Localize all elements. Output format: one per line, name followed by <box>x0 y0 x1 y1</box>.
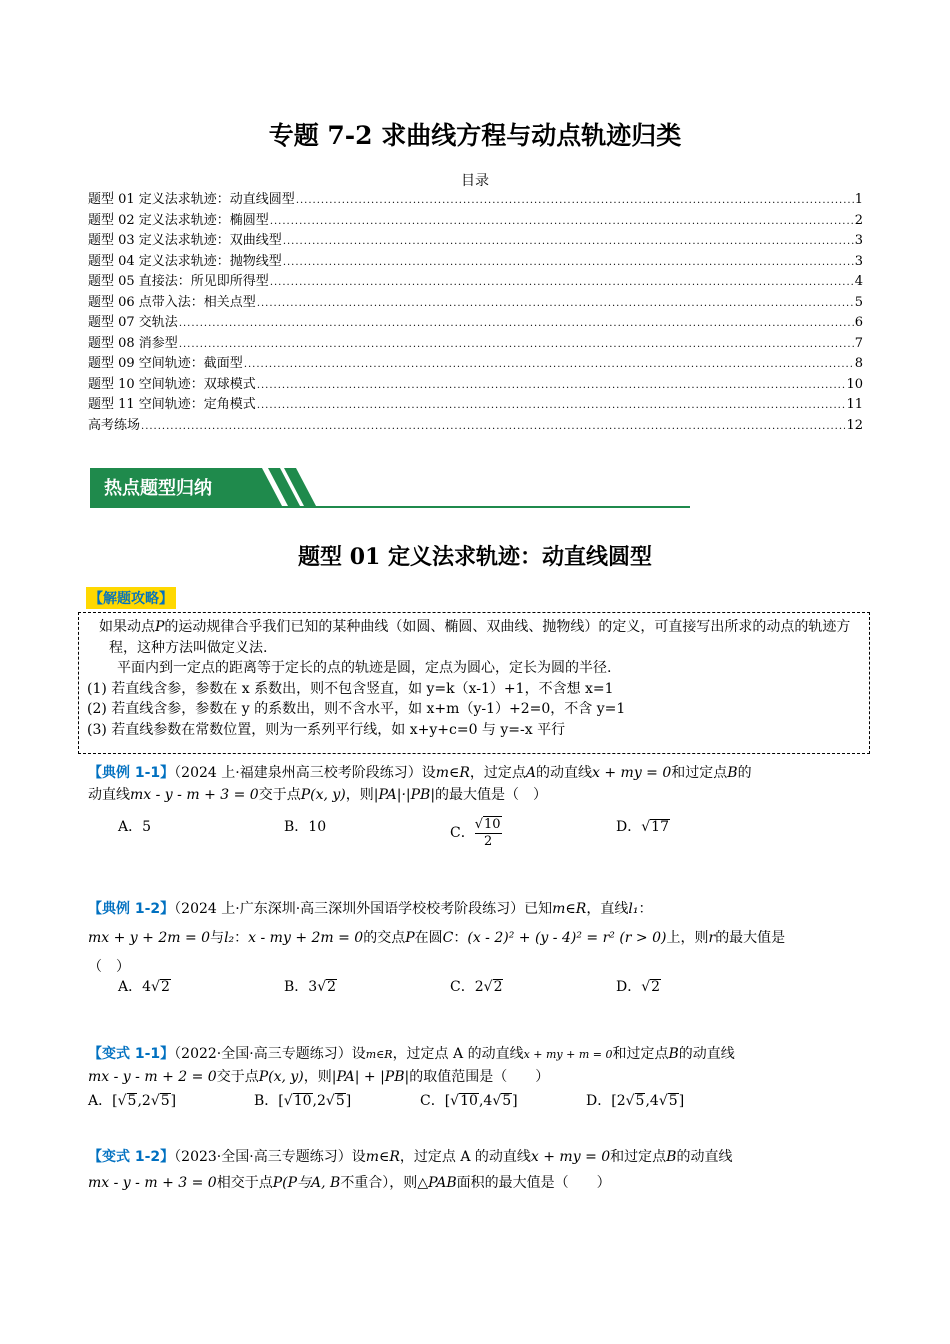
question-source: （2024 上·福建泉州高三校考阶段练习）设 <box>174 765 436 781</box>
question-2 <box>88 895 868 998</box>
option-radicand: 10 <box>293 1093 312 1109</box>
math-expr: P(x, y) <box>258 1069 304 1085</box>
option-a[interactable]: A．[√5,2√5] <box>88 1093 177 1109</box>
strategy-text: 的运动规律合乎我们已知的某种曲线（如圆、椭圆、双曲线、抛物线）的定义，可直接写出所求的动点的轨迹方程，这种方法叫做定义法. <box>109 619 851 656</box>
option-b[interactable] <box>284 816 450 850</box>
toc-entry-label: 高考练场 <box>88 417 141 433</box>
option-coefficient: 2 <box>141 1093 151 1109</box>
toc-heading: 目录 <box>461 173 489 189</box>
option-key: C． <box>450 825 475 841</box>
toc-entry-page: 12 <box>846 417 863 433</box>
question-text: 的取值范围是（ ） <box>409 1069 550 1085</box>
math-expr: C <box>442 930 454 946</box>
option-c[interactable]: C．[√10,4√5] <box>420 1093 518 1109</box>
document-title: 专题 7-2 求曲线方程与动点轨迹归类 <box>268 121 682 150</box>
option-value: 10 <box>308 819 327 835</box>
toc-entry-label: 题型 08 消参型 <box>88 335 178 351</box>
toc-entry[interactable] <box>88 252 863 273</box>
strategy-rule-2: (2) 若直线含参，参数在 y 的系数出，则不含水平，如 x+m（y-1）+2=0，不含 y=1 <box>87 701 626 717</box>
strategy-paragraph-1 <box>87 617 861 658</box>
strategy-rule-1: (1) 若直线含参，参数在 x 系数出，则不包含竖直，如 y=k（x-1）+1，不含想 x=1 <box>87 680 614 697</box>
option-key: D． <box>616 819 642 835</box>
option-radicand: 5 <box>668 1093 678 1109</box>
option-radicand: 10 <box>460 1093 478 1109</box>
math-expr: B <box>668 1046 679 1062</box>
question-text: 的动直线 <box>536 765 593 781</box>
option-key: A． <box>118 819 143 835</box>
math-expr: mx - y - m + 2 = 0 <box>88 1069 217 1085</box>
option-coefficient: 4 <box>142 979 152 995</box>
option-a[interactable]: A．4√2 <box>118 979 170 995</box>
option-radicand: 5 <box>160 1093 170 1109</box>
option-radicand: 2 <box>160 979 170 995</box>
toc-entry-label: 题型 06 点带入法：相关点型 <box>88 294 256 310</box>
option-b[interactable]: B．[√10,2√5] <box>254 1093 352 1109</box>
question-4 <box>88 1144 868 1196</box>
option-d[interactable]: D．√17 <box>616 819 669 835</box>
toc-entry-label: 题型 09 空间轨迹：截面型 <box>88 356 243 371</box>
question-text: 不重合），则 <box>340 1175 418 1191</box>
option-key: D． <box>616 979 642 995</box>
toc-entry[interactable] <box>88 334 863 355</box>
math-expr: r <box>708 930 716 946</box>
banner-text: 热点题型归纳 <box>104 478 212 499</box>
math-expr: P(x, y) <box>300 787 346 803</box>
section-title: 题型 01 定义法求轨迹：动直线圆型 <box>298 544 652 570</box>
toc-leader <box>257 376 846 396</box>
question-text: 动直线 <box>88 787 130 803</box>
option-c[interactable] <box>450 816 616 850</box>
option-key: C． <box>420 1093 445 1109</box>
math-expr: B <box>727 765 738 781</box>
option-a[interactable] <box>118 816 284 850</box>
toc-entry[interactable] <box>88 395 863 416</box>
toc-entry[interactable] <box>88 293 863 314</box>
toc-entry-label: 题型 05 直接法：所见即所得型 <box>88 274 269 289</box>
toc-leader <box>179 314 854 334</box>
toc-entry[interactable] <box>88 354 863 375</box>
question-tag: 【典例 1-1】 <box>88 765 175 781</box>
toc-entry[interactable] <box>88 190 863 211</box>
question-text: 的动直线 <box>676 1149 733 1165</box>
math-expr: A <box>525 765 537 781</box>
option-key: A． <box>88 1093 113 1109</box>
option-radicand: 5 <box>502 1093 512 1109</box>
toc-entry-page: 8 <box>854 356 863 371</box>
question-text: ： <box>638 901 653 917</box>
toc-leader <box>257 294 854 314</box>
option-key: C． <box>450 979 475 995</box>
toc-leader <box>179 335 854 355</box>
option-key: D． <box>586 1093 612 1109</box>
option-key: B． <box>284 979 309 995</box>
math-expr: x + my + m = 0 <box>523 1048 613 1061</box>
toc-entry-label: 题型 11 空间轨迹：定角模式 <box>88 397 256 412</box>
math-expr: x - my + 2m = 0 <box>248 930 364 946</box>
option-c[interactable]: C．2√2 <box>450 979 503 995</box>
math-expr: B <box>666 1149 677 1165</box>
toc-entry-page: 6 <box>854 315 863 330</box>
strategy-box <box>78 612 870 754</box>
option-d[interactable]: D．[2√5,4√5] <box>586 1093 685 1109</box>
toc-entry-page: 3 <box>854 233 863 248</box>
math-expr: l₂ <box>224 930 235 946</box>
toc-entry-page: 2 <box>854 212 863 228</box>
math-expr: mx - y - m + 3 = 0 <box>88 1175 217 1191</box>
option-coefficient: 2 <box>616 1093 626 1109</box>
toc-leader <box>141 417 845 437</box>
toc-entry-page: 3 <box>854 253 863 269</box>
option-radicand: 10 <box>484 817 501 832</box>
toc-entry[interactable] <box>88 272 863 293</box>
option-radicand: 2 <box>651 979 661 995</box>
question-text: 和过定点 <box>610 1149 667 1165</box>
option-radicand: 5 <box>635 1093 645 1109</box>
toc-entry[interactable] <box>88 313 863 334</box>
question-text: 面积的最大值是（ ） <box>456 1175 611 1191</box>
question-1-stem <box>88 762 868 806</box>
math-expr: P <box>405 930 415 946</box>
toc-leader <box>257 396 846 416</box>
option-value: 5 <box>142 819 152 835</box>
math-expr: l₁ <box>628 901 639 917</box>
question-text: ，则 <box>345 787 374 803</box>
question-text: 相交于点 <box>216 1175 273 1191</box>
question-text: 交于点 <box>258 787 301 803</box>
toc-entry-label: 题型 03 定义法求轨迹：双曲线型 <box>88 233 282 248</box>
option-d[interactable]: D．√2 <box>616 979 661 995</box>
strategy-rule-3: (3) 若直线参数在常数位置，则为一系列平行线，如 x+y+c=0 与 y=-x 平行 <box>87 721 566 738</box>
strategy-text: 如果动点 <box>99 619 155 635</box>
toc-leader <box>270 273 854 293</box>
option-radicand: 5 <box>127 1093 137 1109</box>
math-expr: P(P与A, B <box>272 1175 341 1191</box>
toc-entry-page: 7 <box>854 335 863 351</box>
question-text: （ ） <box>88 959 130 975</box>
toc-entry-page: 10 <box>846 376 863 392</box>
option-radicand: 2 <box>493 979 503 995</box>
toc-entry-page: 11 <box>846 397 863 412</box>
option-b[interactable]: B．3√2 <box>284 979 337 995</box>
toc-entry-label: 题型 02 定义法求轨迹：椭圆型 <box>88 212 269 228</box>
toc-entry-label: 题型 01 定义法求轨迹：动直线圆型 <box>88 192 295 207</box>
question-tag: 【变式 1-1】 <box>88 1046 175 1062</box>
toc-leader <box>270 212 854 232</box>
toc-entry-label: 题型 10 空间轨迹：双球模式 <box>88 376 256 392</box>
question-text: 的交点 <box>363 930 406 946</box>
toc-entry[interactable] <box>88 211 863 232</box>
option-radicand: 17 <box>651 819 669 835</box>
option-fraction: $\frac{√10}{2}$ <box>474 817 501 849</box>
question-text: 在圆 <box>414 930 443 946</box>
question-text: 和过定点 <box>671 765 728 781</box>
question-text: 的 <box>737 765 752 781</box>
option-denominator: 2 <box>484 834 493 849</box>
question-tag: 【变式 1-2】 <box>88 1149 175 1165</box>
option-key: B． <box>284 819 309 835</box>
toc-entry[interactable] <box>88 375 863 396</box>
toc-entry[interactable] <box>88 231 863 252</box>
options-row <box>88 1090 868 1112</box>
toc-entry-page: 1 <box>854 192 863 207</box>
math-expr: mx - y - m + 3 = 0 <box>130 787 259 803</box>
question-source: （2024 上·广东深圳·高三深圳外国语学校校考阶段练习）已知 <box>174 901 553 917</box>
option-coefficient: 3 <box>308 979 318 995</box>
math-expr: x + my = 0 <box>530 1149 611 1165</box>
question-text: ： <box>234 930 249 946</box>
strategy-variable: P <box>155 619 165 635</box>
toc-leader <box>244 355 854 375</box>
option-coefficient: 4 <box>649 1093 659 1109</box>
toc-leader <box>296 191 854 211</box>
math-expr: mx + y + 2m = 0 <box>88 930 211 946</box>
banner-underline <box>90 506 690 508</box>
math-expr: m∈R <box>365 1149 400 1165</box>
question-text: ，过定点 <box>469 765 526 781</box>
question-source: （2022·全国·高三专题练习）设 <box>174 1046 366 1062</box>
question-text: ： <box>453 930 468 946</box>
toc-entry-page: 4 <box>854 274 863 289</box>
question-text: 的最大值是（ ） <box>435 787 548 803</box>
math-expr: (x - 2)² + (y - 4)² = r² (r > 0) <box>467 930 667 946</box>
option-coefficient: 2 <box>316 1093 326 1109</box>
question-3-stem <box>88 1043 868 1088</box>
strategy-paragraph-2: 平面内到一定点的距离等于定长的点的轨迹是圆，定点为圆心，定长为圆的半径. <box>117 660 612 676</box>
question-1 <box>88 762 868 850</box>
question-text: ，过定点 A 的动直线 <box>399 1149 531 1165</box>
option-radicand: 2 <box>327 979 337 995</box>
question-tag: 【典例 1-2】 <box>88 901 175 917</box>
question-4-stem <box>88 1144 868 1196</box>
option-coefficient: 2 <box>474 979 484 995</box>
toc-leader <box>283 232 854 252</box>
math-expr: m∈R <box>552 901 587 917</box>
options-row <box>88 816 868 850</box>
option-radicand: 5 <box>335 1093 345 1109</box>
toc-entry-label: 题型 07 交轨法 <box>88 315 178 330</box>
question-3 <box>88 1043 868 1112</box>
question-source: （2023·全国·高三专题练习）设 <box>174 1149 366 1165</box>
math-expr: m∈R <box>435 765 470 781</box>
toc-leader <box>283 253 854 273</box>
question-text: ，则 <box>303 1069 332 1085</box>
options-row <box>88 976 868 998</box>
question-text: ，直线 <box>586 901 629 917</box>
question-2-stem <box>88 895 868 982</box>
question-text: 交于点 <box>216 1069 259 1085</box>
math-expr: x + my = 0 <box>592 765 672 781</box>
question-text: 和过定点 <box>612 1046 669 1062</box>
toc-entry-label: 题型 04 定义法求轨迹：抛物线型 <box>88 253 282 269</box>
option-key: B． <box>254 1093 279 1109</box>
strategy-tag: 【解题攻略】 <box>86 587 176 609</box>
math-expr: |PA| + |PB| <box>331 1069 410 1085</box>
question-text: 的动直线 <box>678 1046 735 1062</box>
math-expr: |PA|·|PB| <box>373 787 436 803</box>
math-expr: △PAB <box>417 1175 457 1191</box>
table-of-contents <box>88 190 863 436</box>
section-banner <box>90 466 690 508</box>
option-coefficient: 4 <box>483 1093 493 1109</box>
option-key: A． <box>118 979 143 995</box>
question-text: ，过定点 A 的动直线 <box>392 1046 524 1062</box>
question-text: 的最大值是 <box>715 930 786 946</box>
question-text: 上，则 <box>666 930 709 946</box>
toc-entry[interactable] <box>88 416 863 437</box>
question-text: 与 <box>210 930 225 946</box>
toc-entry-page: 5 <box>854 294 863 310</box>
math-expr: m∈R <box>365 1048 393 1061</box>
